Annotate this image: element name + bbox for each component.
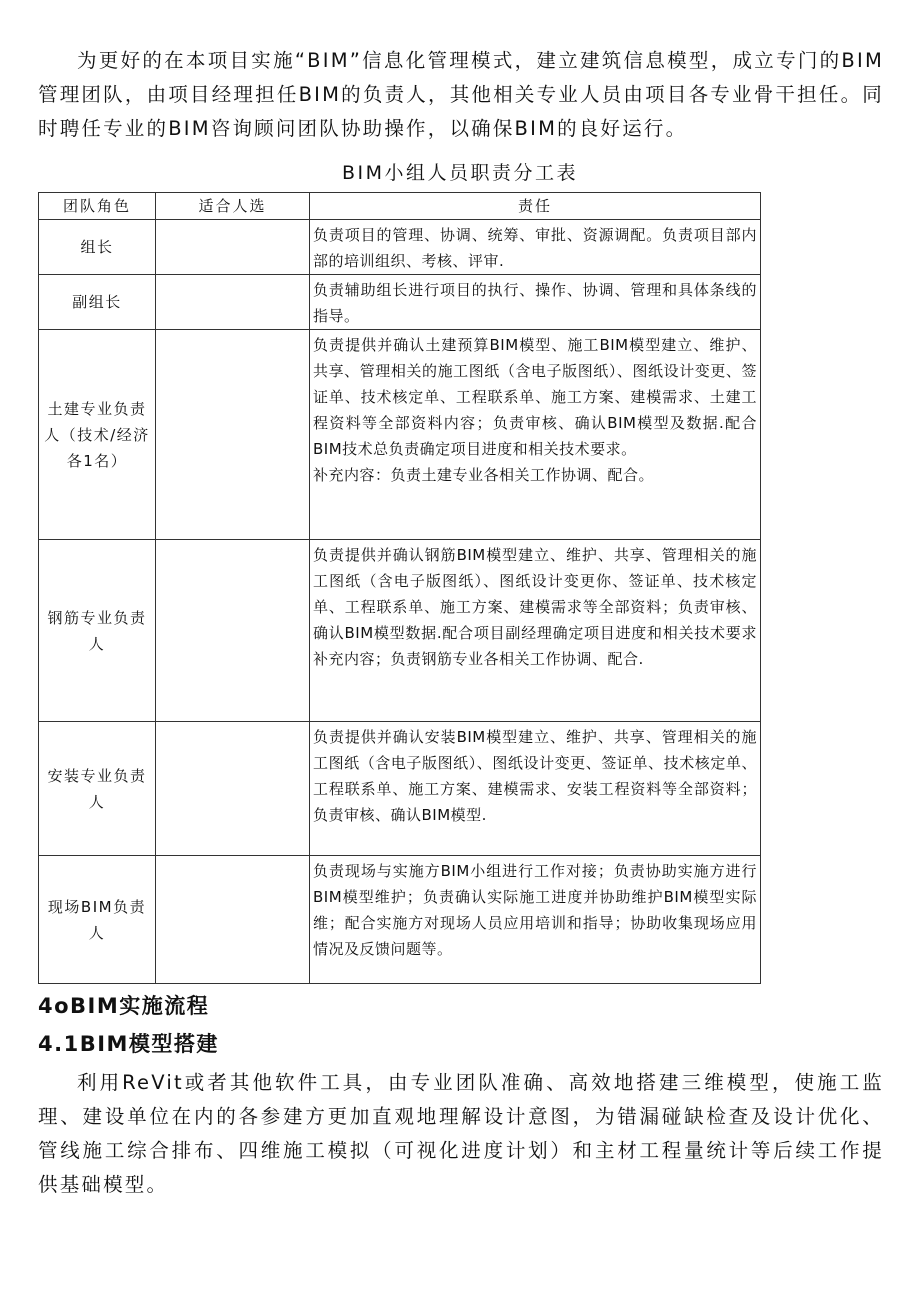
intro-paragraph: 为更好的在本项目实施“BIM”信息化管理模式，建立建筑信息模型，成立专门的BIM管理团队，由项目经理担任BIM的负责人，其他相关专业人员由项目各专业骨干担任。同时聘任专业的BIM咨询顾问团队协助操作，以确保BIM的良好运行。 <box>38 49 884 140</box>
role-cell: 土建专业负责人（技术/经济各1名） <box>39 330 156 540</box>
subsection-heading: 4.1BIM模型搭建 <box>38 1032 219 1056</box>
table-row <box>39 856 761 984</box>
person-cell <box>156 856 310 984</box>
person-cell <box>156 722 310 856</box>
table-row <box>39 722 761 856</box>
duty-cell: 负责辅助组长进行项目的执行、操作、协调、管理和具体条线的指导。 <box>310 275 761 330</box>
table-header-row <box>39 193 761 220</box>
duty-cell: 负责提供并确认安装BIM模型建立、维护、共享、管理相关的施工图纸（含电子版图纸）、图纸设计变更、签证单、技术核定单、工程联系单、施工方案、建模需求、安装工程资料等全部资料；负责审核、确认BIM模型. <box>310 722 761 856</box>
person-cell <box>156 220 310 275</box>
body-paragraph: 利用ReVit或者其他软件工具，由专业团队准确、高效地搭建三维模型，使施工监理、建设单位在内的各参建方更加直观地理解设计意图，为错漏碰缺检查及设计优化、管线施工综合排布、四维施工模拟（可视化进度计划）和主材工程量统计等后续工作提供基础模型。 <box>38 1071 884 1196</box>
table-row <box>39 275 761 330</box>
header-role: 团队角色 <box>39 193 156 220</box>
person-cell <box>156 275 310 330</box>
role-cell: 钢筋专业负责人 <box>39 540 156 722</box>
duty-extra: 补充内容：负责土建专业各相关工作协调、配合。 <box>313 466 655 484</box>
role-cell: 安装专业负责人 <box>39 722 156 856</box>
person-cell <box>156 540 310 722</box>
role-cell: 现场BIM负责人 <box>39 856 156 984</box>
duty-cell: 负责现场与实施方BIM小组进行工作对接；负责协助实施方进行BIM模型维护；负责确认实际施工进度并协助维护BIM模型实际维；配合实施方对现场人员应用培训和指导；协助收集现场应用情况及反馈问题等。 <box>310 856 761 984</box>
duty-cell: 负责项目的管理、协调、统筹、审批、资源调配。负责项目部内部的培训组织、考核、评审. <box>310 220 761 275</box>
role-cell: 组长 <box>39 220 156 275</box>
duty-text: 负责提供并确认土建预算BIM模型、施工BIM模型建立、维护、共享、管理相关的施工图纸（含电子版图纸）、图纸设计变更、签证单、技术核定单、工程联系单、施工方案、建模需求、土建工程资料等全部资料内容；负责审核、确认BIM模型及数据.配合BIM技术总负责确定项目进度和相关技术要求。 <box>313 336 757 458</box>
header-person: 适合人选 <box>156 193 310 220</box>
duty-cell: 负责提供并确认钢筋BIM模型建立、维护、共享、管理相关的施工图纸（含电子版图纸）、图纸设计变更你、签证单、技术核定单、工程联系单、施工方案、建模需求等全部资料；负责审核、确认BIM模型数据.配合项目副经理确定项目进度和相关技术要求补充内容；负责钢筋专业各相关工作协调、配合. <box>310 540 761 722</box>
header-duty: 责任 <box>310 193 761 220</box>
table-row <box>39 220 761 275</box>
responsibility-table <box>38 192 761 984</box>
table-row <box>39 540 761 722</box>
table-row <box>39 330 761 540</box>
person-cell <box>156 330 310 540</box>
duty-cell <box>310 330 761 540</box>
role-cell: 副组长 <box>39 275 156 330</box>
section-heading: 4oBIM实施流程 <box>38 994 210 1018</box>
table-title: BIM小组人员职责分工表 <box>341 162 579 184</box>
